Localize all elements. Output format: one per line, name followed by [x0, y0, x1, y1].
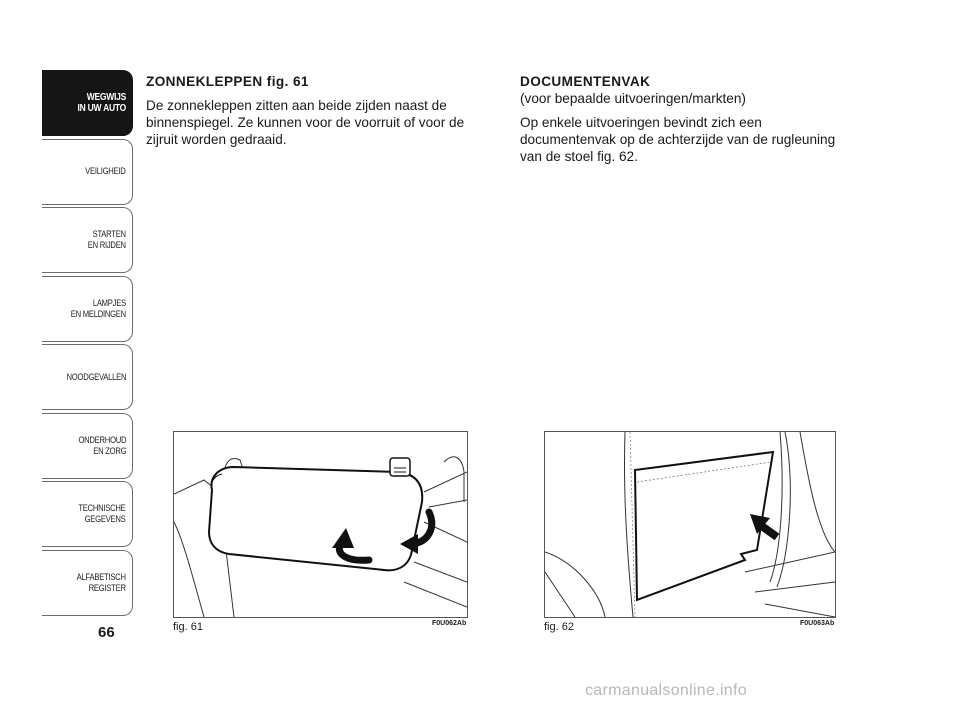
section-subheading: (voor bepaalde uitvoeringen/markten): [520, 91, 746, 106]
tab-alfabetisch[interactable]: [42, 550, 133, 616]
tab-veiligheid[interactable]: [42, 139, 133, 205]
sun-visor-illustration: [174, 432, 467, 617]
tab-label: NOODGEVALLEN: [66, 371, 126, 382]
figure-caption: fig. 61: [173, 621, 203, 633]
watermark: carmanualsonline.info: [585, 682, 747, 699]
tab-label: VEILIGHEID: [85, 166, 126, 176]
tab-label: ALFABETISCH REGISTER: [76, 571, 126, 593]
figure-code: F0U062Ab: [432, 620, 467, 627]
figure-reference: fig. 61: [266, 74, 309, 89]
tab-technische[interactable]: [42, 481, 133, 547]
tab-label: ONDERHOUD EN ZORG: [78, 434, 126, 456]
tab-label: TECHNISCHE GEGEVENS: [78, 503, 126, 524]
section-zonnekleppen: [146, 73, 486, 155]
section-documentenvak: [520, 73, 860, 172]
tab-lampjes[interactable]: [42, 276, 133, 342]
tab-label: WEGWIJS IN UW AUTO: [77, 92, 126, 114]
tab-starten[interactable]: [42, 207, 133, 273]
figure-61: [173, 431, 468, 618]
figure-62: [544, 431, 836, 618]
section-body: Op enkele uitvoeringen bevindt zich een documentenvak op de achterzijde van de rugleuning van de stoel fig. 62.: [520, 115, 836, 164]
chapter-sidebar: [42, 70, 133, 618]
section-heading: [146, 73, 486, 90]
section-heading: DOCUMENTENVAK: [520, 74, 651, 89]
tab-onderhoud[interactable]: [42, 413, 133, 479]
tab-noodgevallen[interactable]: [42, 344, 133, 410]
tab-wegwijs[interactable]: [42, 70, 133, 136]
document-pocket-illustration: [545, 432, 835, 617]
tab-label: LAMPJES EN MELDINGEN: [70, 297, 126, 319]
heading-text: ZONNEKLEPPEN: [146, 74, 263, 89]
page-number: 66: [98, 624, 115, 641]
figure-code: F0U063Ab: [800, 620, 835, 627]
tab-label: STARTEN EN RIJDEN: [87, 229, 126, 250]
figure-caption: fig. 62: [544, 621, 574, 633]
section-body: De zonnekleppen zitten aan beide zijden naast de binnenspiegel. Ze kunnen voor de voorruit of voor de zijruit worden gedraaid.: [146, 98, 465, 147]
